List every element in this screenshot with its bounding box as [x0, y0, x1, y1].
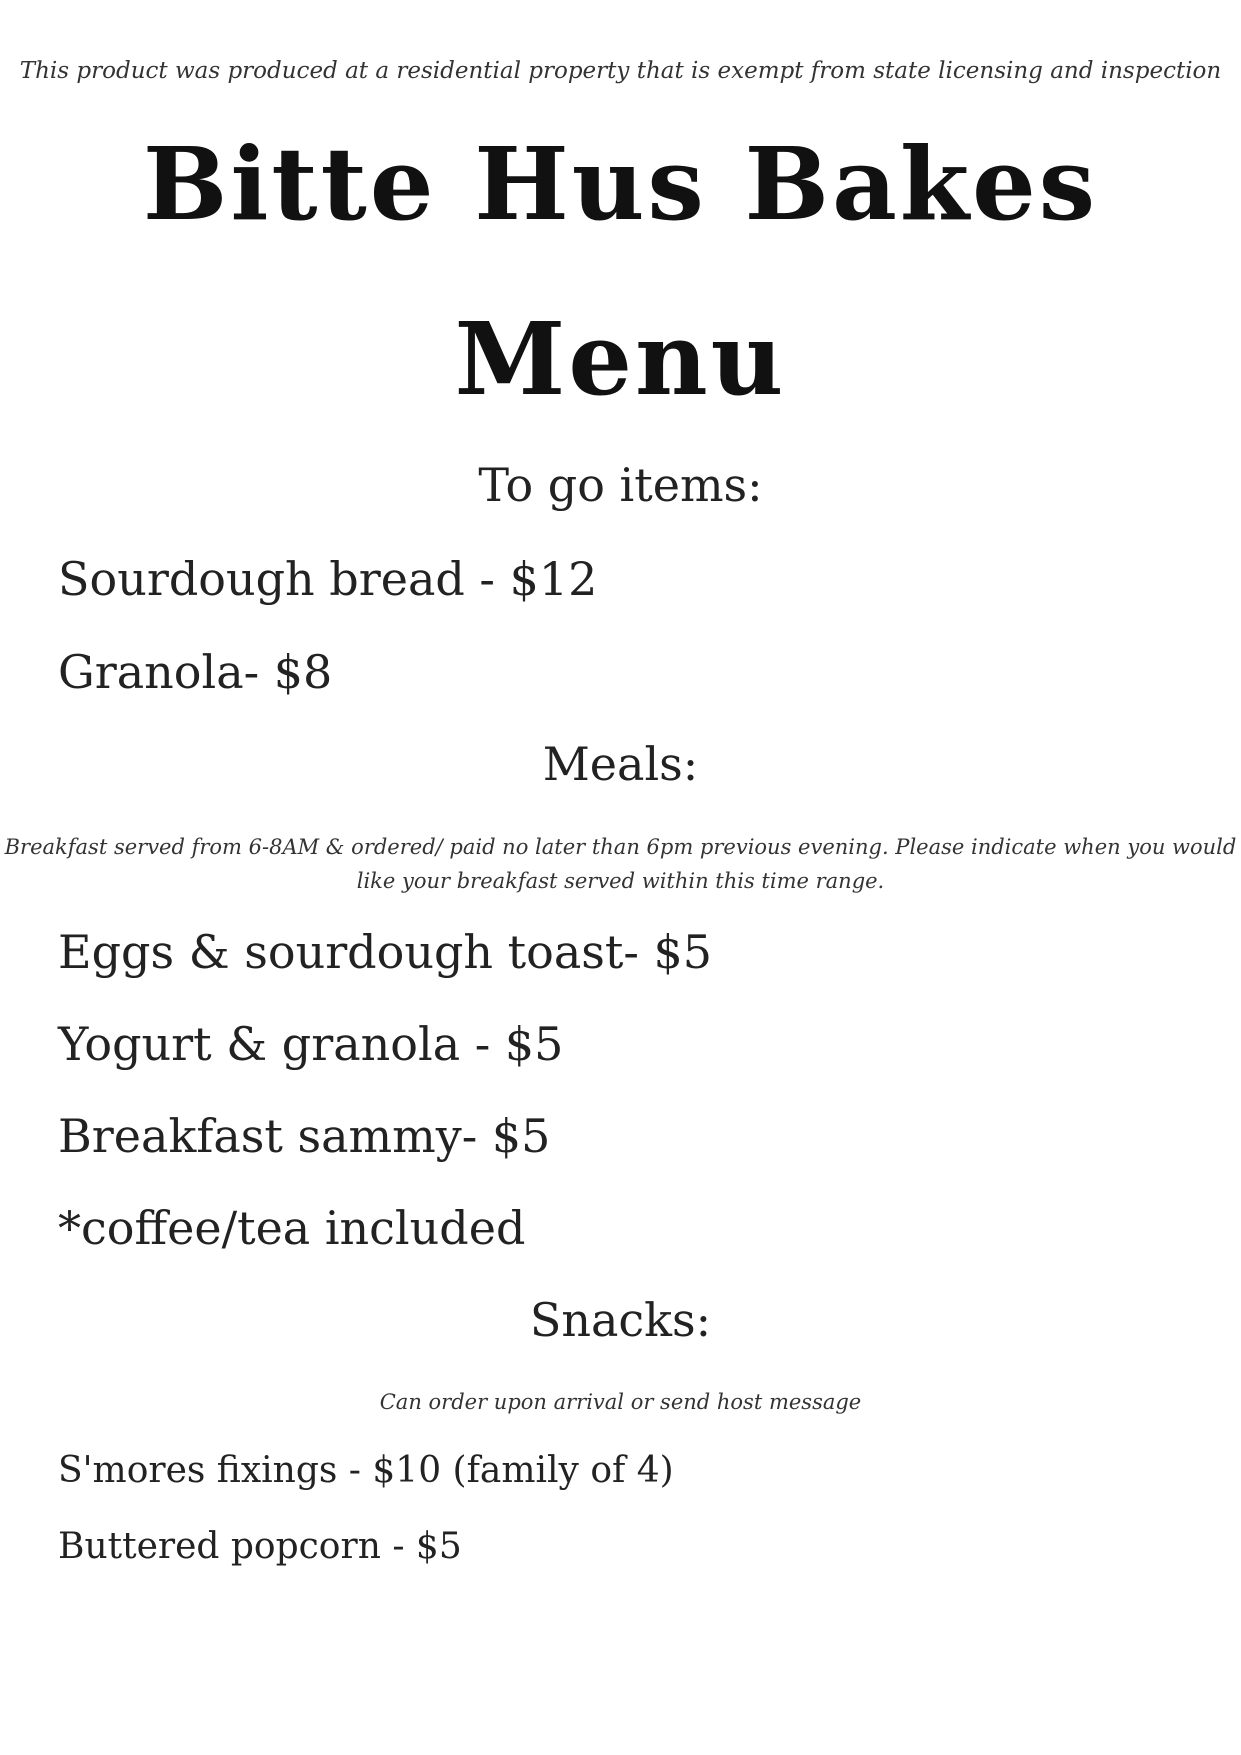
menu-item-sourdough-bread: Sourdough bread - $12 [58, 552, 598, 606]
menu-title: Menu [454, 300, 787, 418]
snacks-note: Can order upon arrival or send host message [379, 1390, 862, 1414]
menu-item-buttered-popcorn: Buttered popcorn - $5 [58, 1526, 462, 1567]
section-heading-to-go: To go items: [478, 458, 763, 512]
menu-item-smores-fixings: S'mores fixings - $10 (family of 4) [58, 1450, 674, 1491]
menu-item-yogurt-granola: Yogurt & granola - $5 [58, 1017, 564, 1071]
section-heading-meals: Meals: [542, 737, 699, 791]
meals-note-line-1: Breakfast served from 6-8AM & ordered/ paid no later than 6pm previous evening. Please indicate when you would [4, 835, 1237, 859]
menu-item-eggs-toast: Eggs & sourdough toast- $5 [58, 925, 713, 979]
meals-note-line-2: like your breakfast served within this time range. [356, 869, 885, 893]
business-name: Bitte Hus Bakes [142, 125, 1099, 243]
menu-item-breakfast-sammy: Breakfast sammy- $5 [58, 1109, 551, 1163]
menu-note-coffee-tea: *coffee/tea included [58, 1201, 526, 1255]
menu-item-granola: Granola- $8 [58, 645, 333, 699]
exemption-disclaimer: This product was produced at a residential property that is exempt from state licensing and inspection [19, 58, 1222, 84]
section-heading-snacks: Snacks: [529, 1293, 712, 1347]
